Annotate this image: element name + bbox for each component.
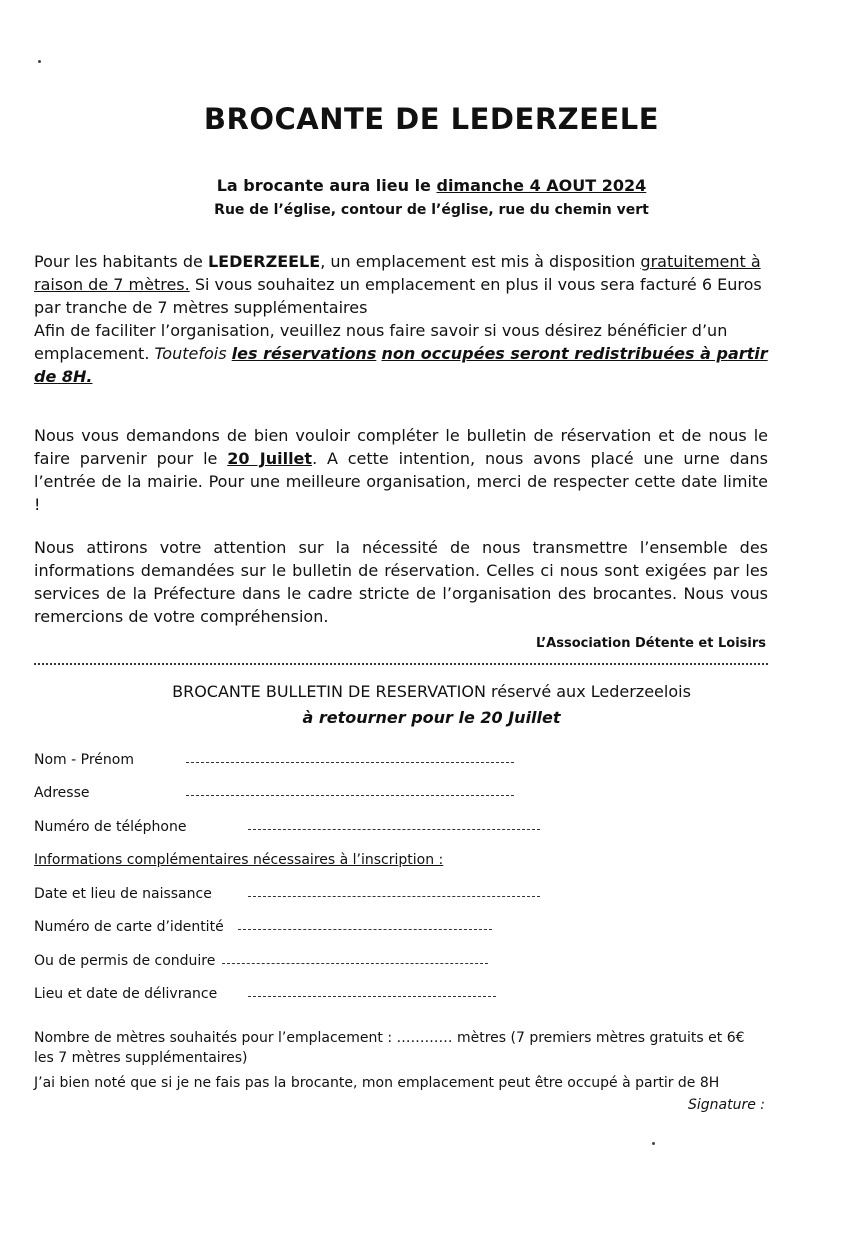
- name-field[interactable]: [34, 752, 734, 774]
- birth-field[interactable]: [34, 886, 734, 908]
- scan-speck: [38, 60, 41, 63]
- signature-label: Signature :: [687, 1097, 765, 1113]
- meters-request: Nombre de mètres souhaités pour l’emplacement : ………… mètres (7 premiers mètres gratuits et 6€ les 7 mètres supplémentaires): [34, 1030, 745, 1066]
- birth-blank[interactable]: [248, 896, 540, 897]
- document-title: BROCANTE DE LEDERZEELE: [203, 102, 660, 136]
- issue-field[interactable]: [34, 986, 734, 1008]
- event-date-prefix: La brocante aura lieu le: [216, 176, 437, 195]
- event-date: dimanche 4 AOUT 2024: [436, 176, 647, 195]
- issue-blank[interactable]: [248, 996, 496, 997]
- event-date-line: [0, 176, 863, 195]
- id-card-field[interactable]: [34, 919, 734, 941]
- form-title: BROCANTE BULLETIN DE RESERVATION réservé aux Lederzeelois: [172, 682, 691, 701]
- id-card-blank[interactable]: [238, 929, 492, 930]
- license-field[interactable]: [34, 953, 734, 975]
- birth-label: Date et lieu de naissance: [34, 886, 212, 902]
- phone-blank[interactable]: [248, 829, 540, 830]
- license-blank[interactable]: [222, 963, 488, 964]
- prefecture-paragraph: Nous attirons votre attention sur la nécessité de nous transmettre l’ensemble des informations demandées sur le bulletin de réservation. Celles ci nous sont exigées par les services de la Préfecture dans le cadre stricte de l’organisation des brocantes. Nous vous remercions de votre compréhension.: [34, 538, 768, 626]
- additional-info-heading: Informations complémentaires nécessaires à l’inscription :: [34, 852, 444, 868]
- intro-paragraph: Pour les habitants de LEDERZEELE, un emplacement est mis à disposition gratuitement à raison de 7 mètres. Si vous souhaitez un emplacement en plus il vous sera facturé 6 Euros par tranche de 7 mètres supplémentaires Afin de faciliter l’organisation, veuillez nous faire savoir si vous désirez bénéficier d’un emplacement. Toutefois les réservations non occupées seront redistribuées à partir de 8H.: [34, 252, 768, 386]
- name-label: Nom - Prénom: [34, 752, 134, 768]
- occupancy-note: J’ai bien noté que si je ne fais pas la brocante, mon emplacement peut être occupé à partir de 8H: [34, 1075, 720, 1091]
- deadline-paragraph: Nous vous demandons de bien vouloir compléter le bulletin de réservation et de nous le faire parvenir pour le 20 Juillet. A cette intention, nous avons placé une urne dans l’entrée de la mairie. Pour une meilleure organisation, merci de respecter cette date limite !: [34, 426, 769, 514]
- address-field[interactable]: [34, 785, 734, 807]
- issue-label: Lieu et date de délivrance: [34, 986, 218, 1002]
- address-blank[interactable]: [186, 795, 514, 796]
- scan-speck: [652, 1142, 655, 1145]
- form-subtitle: à retourner pour le 20 Juillet: [302, 708, 561, 727]
- address-label: Adresse: [34, 785, 90, 801]
- id-card-label: Numéro de carte d’identité: [34, 919, 224, 935]
- phone-label: Numéro de téléphone: [34, 819, 187, 835]
- phone-field[interactable]: [34, 819, 734, 841]
- cut-line-separator: [34, 663, 768, 665]
- event-location-line: Rue de l’église, contour de l’église, rue du chemin vert: [214, 202, 649, 218]
- license-label: Ou de permis de conduire: [34, 953, 216, 969]
- name-blank[interactable]: [186, 762, 514, 763]
- association-signature: L’Association Détente et Loisirs: [535, 636, 766, 651]
